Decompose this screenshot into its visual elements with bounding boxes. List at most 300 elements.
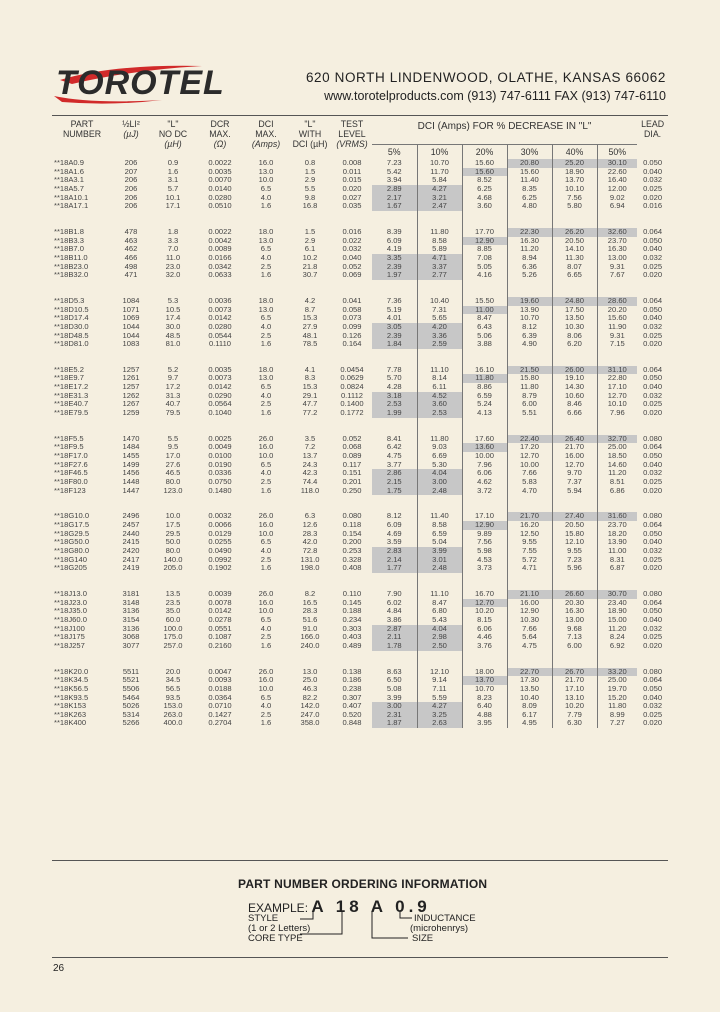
table-cell: 13.0: [302, 667, 318, 676]
table-cell: 21.70: [507, 512, 552, 521]
table-cell: 4.53: [462, 556, 507, 565]
table-cell: 3068: [122, 633, 140, 642]
table-cell: 25.0: [302, 676, 318, 685]
table-cell: 3.94: [386, 176, 402, 185]
table-cell: 11.80: [417, 228, 462, 237]
table-row: [52, 452, 668, 461]
torotel-logo: [52, 60, 225, 108]
table-row: [52, 340, 668, 349]
table-cell: 0.011: [342, 167, 362, 176]
header-dci-max: DCI MAX. (Amps): [251, 119, 281, 149]
table-cell: 18.50: [597, 452, 637, 461]
table-cell: 6.5: [260, 615, 272, 624]
table-cell: 12.50: [507, 530, 552, 539]
ordering-info: [238, 877, 498, 891]
table-cell: 10.2: [302, 253, 318, 262]
part-number-cell: **18B1.8: [54, 227, 84, 236]
ordering-title: PART NUMBER ORDERING INFORMATION: [238, 877, 488, 891]
table-cell: 5.65: [417, 314, 462, 323]
table-cell: 0.1400: [340, 400, 364, 409]
header-dci-group: DCI (Amps) FOR % DECREASE IN "L": [417, 121, 592, 132]
table-cell: 0.050: [643, 529, 663, 538]
part-number-cell: **18G140: [54, 555, 87, 564]
table-cell: 0.008: [342, 159, 362, 167]
table-cell: 0.064: [643, 676, 663, 685]
table-cell: 1447: [122, 486, 140, 495]
table-cell: 2.5: [260, 262, 272, 271]
table-cell: 0.489: [342, 641, 362, 650]
part-number-cell: **18E17.2: [54, 383, 89, 392]
table-cell: 20.30: [552, 599, 597, 608]
part-number-cell: **18A1.6: [54, 167, 84, 176]
table-cell: 48.5: [165, 331, 181, 340]
table-cell: 0.050: [643, 305, 663, 314]
table-cell: 22.40: [507, 435, 552, 444]
table-row: [52, 694, 668, 703]
table-cell: 1083: [122, 340, 140, 349]
table-cell: 13.10: [552, 694, 597, 703]
table-cell: 0.0078: [208, 598, 232, 607]
part-number-cell: **18B11.0: [54, 253, 88, 262]
table-cell: 0.188: [342, 607, 362, 616]
table-cell: 8.31: [597, 556, 637, 565]
table-cell: 3.60: [462, 202, 507, 211]
part-number-cell: **18K20.0: [54, 667, 89, 676]
table-cell: 0.027: [342, 193, 362, 202]
table-cell: 0.0089: [208, 245, 232, 254]
table-cell: 78.5: [302, 340, 318, 349]
table-cell: 0.0454: [340, 365, 364, 374]
table-cell: 5.98: [462, 547, 507, 556]
table-cell: 13.70: [552, 176, 597, 185]
table-cell: 31.60: [597, 512, 637, 521]
table-cell: 6.59: [462, 392, 507, 401]
table-cell: 6.5: [260, 538, 272, 547]
table-cell: 32.0: [165, 271, 181, 280]
table-cell: 26.20: [552, 228, 597, 237]
table-cell: 8.41: [386, 434, 402, 443]
table-cell: 2.5: [260, 400, 272, 409]
table-cell: 9.02: [597, 194, 637, 203]
table-cell: 3.60: [417, 400, 462, 409]
table-cell: 10.30: [507, 616, 552, 625]
table-cell: 8.39: [386, 227, 402, 236]
part-number-cell: **18G10.0: [54, 512, 90, 521]
table-cell: 0.0049: [208, 443, 232, 452]
part-number-cell: **18G17.5: [54, 521, 90, 529]
table-cell: 0.050: [643, 607, 663, 616]
table-cell: 4.71: [507, 564, 552, 573]
part-number-cell: **18E31.3: [54, 391, 89, 400]
table-cell: 18.20: [597, 530, 637, 539]
table-cell: 8.12: [386, 512, 402, 521]
table-row: [52, 556, 668, 565]
table-cell: 1044: [122, 331, 140, 340]
header-dcr: DCR MAX. (Ω): [209, 119, 231, 149]
table-cell: 26.60: [552, 590, 597, 599]
table-cell: 7.96: [597, 409, 637, 418]
table-cell: 2.48: [417, 564, 462, 573]
table-cell: 46.3: [302, 684, 318, 693]
header-pct-20: 20%: [462, 144, 507, 159]
table-cell: 26.0: [258, 434, 274, 443]
table-cell: 5.24: [462, 400, 507, 409]
table-cell: 0.1087: [208, 633, 232, 642]
table-cell: 4.0: [260, 322, 272, 331]
table-cell: 6.40: [462, 702, 507, 711]
table-cell: 10.0: [258, 529, 274, 538]
table-cell: 5.30: [417, 461, 462, 470]
part-number-cell: **18K400: [54, 719, 87, 728]
table-row: [52, 512, 668, 521]
part-number-cell: **18E40.7: [54, 400, 89, 409]
table-cell: 1456: [122, 469, 140, 478]
table-cell: 10.70: [462, 685, 507, 694]
table-cell: 23.70: [597, 521, 637, 530]
header-pct-5: 5%: [372, 144, 417, 159]
table-cell: 4.71: [417, 254, 462, 263]
table-row: [52, 297, 668, 306]
table-cell: 3181: [122, 589, 140, 598]
table-cell: 32.70: [597, 435, 637, 444]
table-cell: 13.0: [258, 236, 274, 245]
table-cell: 2.9: [304, 236, 316, 245]
table-cell: 11.40: [417, 512, 462, 521]
table-cell: 4.0: [260, 624, 272, 633]
inductance-note: (microhenrys): [410, 923, 469, 934]
table-cell: 1.6: [260, 641, 272, 650]
table-cell: 6.5: [260, 314, 272, 323]
table-cell: 0.064: [643, 365, 663, 374]
table-cell: 5464: [122, 693, 140, 702]
table-cell: 12.70: [507, 452, 552, 461]
table-cell: 5.70: [386, 374, 402, 383]
table-row: [52, 487, 668, 496]
table-cell: 24.80: [552, 297, 597, 306]
table-cell: 17.5: [165, 521, 181, 529]
table-cell: 8.46: [552, 400, 597, 409]
table-cell: 0.025: [643, 400, 663, 409]
table-cell: 25.00: [597, 443, 637, 452]
table-cell: 6.11: [417, 383, 462, 392]
table-cell: 0.0022: [208, 227, 232, 236]
table-cell: 2496: [122, 512, 140, 521]
table-cell: 27.6: [165, 460, 181, 469]
table-cell: 1455: [122, 452, 140, 461]
table-cell: 0.0025: [208, 434, 232, 443]
table-cell: 7.36: [386, 296, 402, 305]
table-cell: 6.92: [597, 642, 637, 651]
table-cell: 13.90: [597, 538, 637, 547]
table-cell: 4.04: [417, 469, 462, 478]
table-cell: 16.30: [552, 607, 597, 616]
table-cell: 2.86: [372, 469, 417, 478]
table-cell: 7.37: [552, 478, 597, 487]
table-cell: 478: [124, 227, 138, 236]
table-cell: 7.67: [597, 271, 637, 280]
table-cell: 5.72: [507, 556, 552, 565]
table-cell: 0.328: [342, 555, 362, 564]
table-cell: 20.50: [552, 237, 597, 246]
table-cell: 3136: [122, 624, 140, 633]
table-cell: 13.60: [462, 443, 507, 452]
part-number-cell: **18J60.0: [54, 615, 87, 624]
table-cell: 11.30: [552, 254, 597, 263]
table-cell: 17.4: [165, 314, 181, 323]
table-cell: 6.59: [417, 530, 462, 539]
table-cell: 1.78: [372, 642, 417, 651]
table-cell: 13.00: [552, 616, 597, 625]
table-cell: 5.06: [462, 332, 507, 341]
header-l-with-dci: "L" WITH DCI (µH): [292, 119, 328, 149]
table-cell: 9.14: [417, 676, 462, 685]
table-cell: 0.253: [342, 546, 362, 555]
table-cell: 1.5: [304, 167, 316, 176]
table-cell: 1499: [122, 460, 140, 469]
table-cell: 1084: [122, 296, 140, 305]
part-number-cell: **18B32.0: [54, 271, 89, 280]
table-cell: 4.90: [507, 340, 552, 349]
table-cell: 0.0035: [208, 167, 232, 176]
table-cell: 0.1902: [208, 564, 232, 573]
table-cell: 5511: [122, 667, 140, 676]
table-cell: 22.80: [597, 374, 637, 383]
table-cell: 20.20: [597, 306, 637, 315]
table-row: [52, 392, 668, 401]
table-cell: 2.5: [260, 478, 272, 487]
table-row: [52, 176, 668, 185]
table-cell: 0.520: [342, 710, 362, 719]
table-cell: 0.050: [643, 684, 663, 693]
table-cell: 1261: [122, 374, 140, 383]
table-cell: 0.0142: [208, 314, 232, 323]
example-value: A 18 A 0.9: [311, 897, 431, 916]
table-cell: 1071: [122, 305, 140, 314]
table-cell: 240.0: [300, 641, 320, 650]
table-cell: 0.025: [643, 555, 663, 564]
table-cell: 1262: [122, 391, 140, 400]
table-cell: 9.31: [597, 263, 637, 272]
table-cell: 0.303: [342, 624, 362, 633]
table-cell: 8.79: [507, 392, 552, 401]
table-cell: 5.19: [386, 305, 402, 314]
part-number-cell: **18J257: [54, 641, 85, 650]
table-cell: 0.117: [342, 460, 362, 469]
table-cell: 14.30: [552, 383, 597, 392]
table-cell: 140.0: [163, 555, 183, 564]
table-cell: 3.77: [386, 460, 402, 469]
table-cell: 6.00: [552, 642, 597, 651]
table-cell: 7.23: [386, 159, 402, 167]
table-row: [52, 323, 668, 332]
table-cell: 6.02: [386, 598, 402, 607]
table-cell: 0.0336: [208, 469, 232, 478]
table-cell: 11.10: [417, 366, 462, 375]
table-cell: 7.0: [167, 245, 179, 254]
part-number-cell: **18J100: [54, 624, 85, 633]
table-cell: 0.015: [342, 176, 362, 185]
table-cell: 4.0: [260, 546, 272, 555]
table-cell: 18.90: [597, 607, 637, 616]
table-cell: 10.0: [258, 176, 274, 185]
table-cell: 13.50: [552, 314, 597, 323]
table-cell: 23.40: [597, 599, 637, 608]
table-cell: 0.020: [342, 184, 362, 193]
table-cell: 0.052: [342, 262, 362, 271]
part-number-cell: **18A3.1: [54, 176, 84, 185]
table-cell: 7.31: [417, 306, 462, 315]
table-cell: 0.164: [342, 340, 362, 349]
table-row: [52, 685, 668, 694]
table-cell: 6.42: [386, 443, 402, 452]
table-cell: 10.40: [417, 297, 462, 306]
part-number-cell: **18A10.1: [54, 193, 89, 202]
table-cell: 22.70: [507, 668, 552, 677]
table-cell: 6.66: [552, 409, 597, 418]
table-cell: 4.16: [462, 271, 507, 280]
table-cell: 2440: [122, 529, 140, 538]
table-cell: 8.99: [597, 711, 637, 720]
table-row: [52, 202, 668, 211]
table-cell: 0.0047: [208, 667, 232, 676]
part-number-cell: **18G205: [54, 564, 87, 573]
table-cell: 498: [124, 262, 138, 271]
table-cell: 11.80: [462, 374, 507, 383]
table-cell: 0.0342: [208, 262, 232, 271]
table-cell: 0.0188: [208, 684, 232, 693]
table-cell: 0.080: [643, 667, 663, 676]
table-cell: 175.0: [163, 633, 183, 642]
table-cell: 5.89: [417, 245, 462, 254]
table-row: [52, 616, 668, 625]
table-cell: 0.0824: [340, 383, 364, 392]
table-cell: 0.020: [643, 564, 663, 573]
part-number-cell: **18K34.5: [54, 676, 89, 685]
table-cell: 5.2: [167, 365, 179, 374]
table-cell: 6.86: [597, 487, 637, 496]
part-number-cell: **18A5.7: [54, 184, 84, 193]
table-cell: 8.94: [507, 254, 552, 263]
table-cell: 4.27: [417, 702, 462, 711]
part-number-cell: **18K56.5: [54, 684, 89, 693]
table-row: [52, 478, 668, 487]
table-cell: 0.1040: [208, 409, 232, 418]
table-cell: 1.5: [304, 227, 316, 236]
table-cell: 0.0551: [208, 624, 232, 633]
table-row: [52, 676, 668, 685]
table-cell: 2.5: [260, 555, 272, 564]
table-cell: 10.00: [507, 461, 552, 470]
table-cell: 0.0490: [208, 546, 232, 555]
table-cell: 11.20: [597, 469, 637, 478]
table-cell: 1.6: [260, 486, 272, 495]
table-cell: 12.90: [462, 521, 507, 530]
table-cell: 0.032: [643, 469, 663, 478]
table-cell: 15.60: [597, 314, 637, 323]
table-cell: 6.87: [597, 564, 637, 573]
table-cell: 3.3: [167, 236, 179, 245]
table-cell: 6.1: [304, 245, 316, 254]
table-cell: 8.58: [417, 237, 462, 246]
table-cell: 7.15: [597, 340, 637, 349]
table-cell: 17.0: [165, 452, 181, 461]
table-cell: 4.80: [507, 202, 552, 211]
table-cell: 205.0: [163, 564, 183, 573]
table-row: [52, 633, 668, 642]
table-cell: 0.064: [643, 598, 663, 607]
table-cell: 7.23: [552, 556, 597, 565]
table-cell: 166.0: [300, 633, 320, 642]
table-cell: 0.1427: [208, 710, 232, 719]
table-cell: 13.00: [597, 254, 637, 263]
table-cell: 33.20: [597, 668, 637, 677]
table-cell: 0.0633: [208, 271, 232, 280]
table-cell: 0.1480: [208, 486, 232, 495]
table-cell: 0.020: [643, 409, 663, 418]
table-row: [52, 538, 668, 547]
table-cell: 16.30: [597, 245, 637, 254]
table-cell: 15.3: [302, 314, 318, 323]
header-pct-40: 40%: [552, 144, 597, 159]
table-cell: 10.30: [552, 323, 597, 332]
table-cell: 11.80: [507, 383, 552, 392]
table-cell: 17.30: [507, 676, 552, 685]
table-cell: 247.0: [300, 710, 320, 719]
table-cell: 15.3: [302, 383, 318, 392]
table-cell: 40.7: [165, 400, 181, 409]
table-cell: 6.25: [507, 194, 552, 203]
table-cell: 1.99: [372, 409, 417, 418]
table-cell: 0.022: [342, 236, 362, 245]
table-cell: 2.87: [372, 625, 417, 634]
table-cell: 206: [124, 202, 138, 211]
table-cell: 5026: [122, 702, 140, 711]
table-cell: 0.848: [342, 719, 362, 728]
table-cell: 1.6: [260, 719, 272, 728]
table-cell: 2.14: [372, 556, 417, 565]
table-cell: 6.30: [552, 719, 597, 728]
table-body: [52, 159, 668, 728]
table-cell: 12.00: [597, 185, 637, 194]
table-cell: 13.5: [165, 589, 181, 598]
table-cell: 0.040: [342, 253, 362, 262]
table-cell: 15.60: [462, 159, 507, 168]
table-cell: 26.40: [552, 435, 597, 444]
table-cell: 26.0: [258, 589, 274, 598]
part-number-cell: **18J13.0: [54, 589, 87, 598]
part-number-cell: **18D48.5: [54, 331, 89, 340]
table-cell: 13.50: [507, 685, 552, 694]
table-cell: 3.59: [386, 538, 402, 547]
table-cell: 0.200: [342, 538, 362, 547]
table-cell: 0.050: [643, 374, 663, 383]
table-cell: 3.35: [372, 254, 417, 263]
table-cell: 466: [124, 253, 138, 262]
table-cell: 28.60: [597, 297, 637, 306]
table-cell: 5.3: [167, 296, 179, 305]
table-cell: 2.15: [372, 478, 417, 487]
table-cell: 18.0: [258, 296, 274, 305]
table-cell: 0.089: [342, 452, 362, 461]
part-number-cell: **18K93.5: [54, 693, 89, 702]
table-cell: 0.0036: [208, 296, 232, 305]
table-cell: 0.025: [643, 710, 663, 719]
table-cell: 2.50: [417, 642, 462, 651]
table-cell: 9.55: [507, 538, 552, 547]
table-cell: 3154: [122, 615, 140, 624]
table-cell: 8.47: [417, 599, 462, 608]
table-cell: 10.5: [165, 305, 181, 314]
